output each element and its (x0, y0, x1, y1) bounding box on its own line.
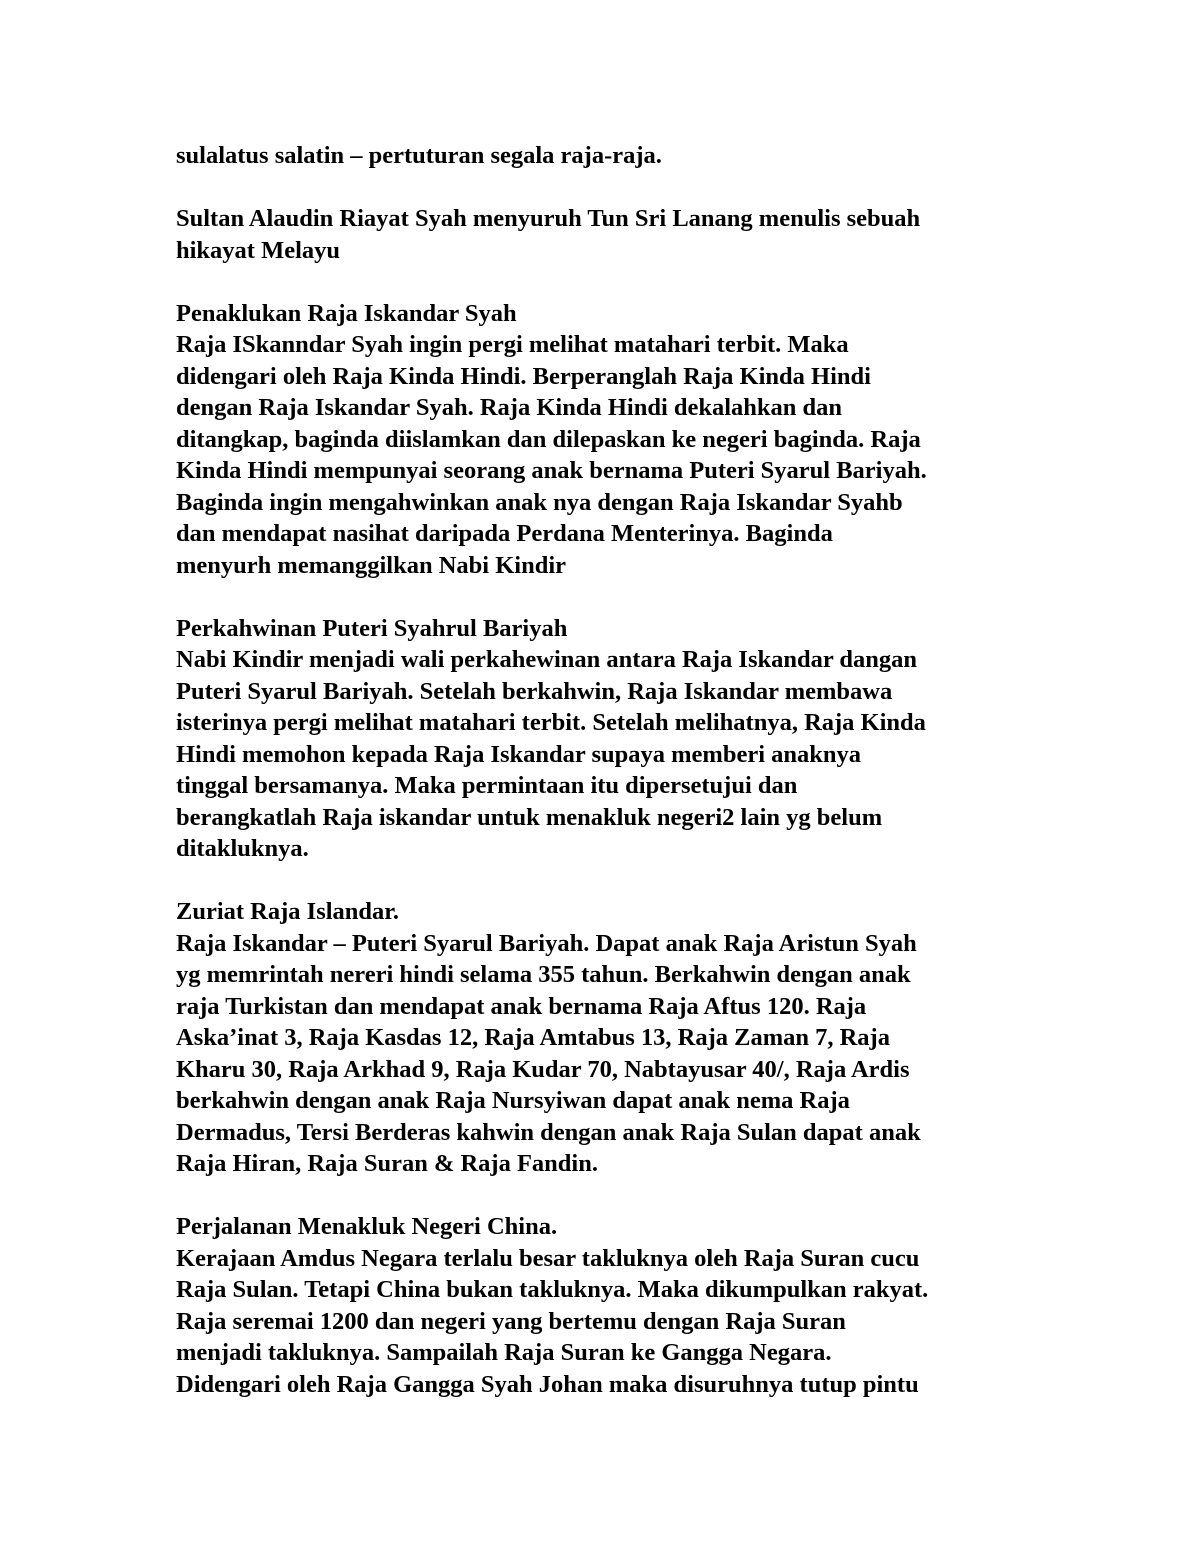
text-line: Baginda ingin mengahwinkan anak nya dengan Raja Iskandar Syahb (176, 488, 903, 516)
section-perjalanan (176, 1211, 1046, 1400)
text-line: hikayat Melayu (176, 236, 341, 264)
title-paragraph (176, 140, 1046, 172)
text-line: Kharu 30, Raja Arkhad 9, Raja Kudar 70, Nabtayusar 40/, Raja Ardis (176, 1055, 910, 1083)
text-line: Raja Sulan. Tetapi China bukan takluknya. Maka dikumpulkan rakyat. (176, 1276, 929, 1303)
text-line: ditakluknya. (176, 835, 309, 862)
text-line: Raja Hiran, Raja Suran & Raja Fandin. (176, 1150, 598, 1177)
text-line: isterinya pergi melihat matahari terbit. Setelah melihatnya, Raja Kinda (176, 709, 926, 736)
intro-paragraph (176, 203, 1046, 266)
section-perkahwinan (176, 613, 1046, 865)
text-line: menjadi takluknya. Sampailah Raja Suran ke Gangga Negara. (176, 1339, 832, 1366)
text-line: ditangkap, baginda diislamkan dan dilepaskan ke negeri baginda. Raja (176, 425, 921, 453)
text-line: Raja Iskandar – Puteri Syarul Bariyah. Dapat anak Raja Aristun Syah (176, 929, 917, 957)
section-heading: Perkahwinan Puteri Syahrul Bariyah (176, 614, 568, 642)
text-line: Hindi memohon kepada Raja Iskandar supaya memberi anaknya (176, 740, 862, 768)
section-penaklukan (176, 298, 1046, 582)
text-line: berangkatlah Raja iskandar untuk menakluk negeri2 lain yg belum (176, 803, 883, 831)
text-line: Nabi Kindir menjadi wali perkahewinan antara Raja Iskandar dangan (176, 646, 918, 673)
text-line: didengari oleh Raja Kinda Hindi. Berperanglah Raja Kinda Hindi (176, 362, 871, 390)
text-line: tinggal bersamanya. Maka permintaan itu dipersetujui dan (176, 772, 798, 799)
section-heading: Zuriat Raja Islandar. (176, 898, 400, 925)
document-body (176, 140, 1046, 1432)
text-line: yg memrintah nereri hindi selama 355 tahun. Berkahwin dengan anak (176, 961, 911, 988)
text-line: Didengari oleh Raja Gangga Syah Johan maka disuruhnya tutup pintu (176, 1370, 919, 1398)
text-line: berkahwin dengan anak Raja Nursyiwan dapat anak nema Raja (176, 1087, 850, 1114)
text-line: sulalatus salatin – pertuturan segala raja-raja. (176, 142, 662, 169)
text-line: Aska’inat 3, Raja Kasdas 12, Raja Amtabus 13, Raja Zaman 7, Raja (176, 1024, 890, 1051)
text-line: Raja seremai 1200 dan negeri yang bertemu dengan Raja Suran (176, 1307, 846, 1335)
text-line: menyurh memanggilkan Nabi Kindir (176, 551, 567, 579)
text-line: dengan Raja Iskandar Syah. Raja Kinda Hindi dekalahkan dan (176, 394, 843, 421)
text-line: Raja ISkanndar Syah ingin pergi melihat matahari terbit. Maka (176, 331, 849, 358)
text-line: Sultan Alaudin Riayat Syah menyuruh Tun Sri Lanang menulis sebuah (176, 205, 921, 232)
text-line: dan mendapat nasihat daripada Perdana Menterinya. Baginda (176, 520, 833, 547)
text-line: Kerajaan Amdus Negara terlalu besar takluknya oleh Raja Suran cucu (176, 1244, 920, 1272)
text-line: Kinda Hindi mempunyai seorang anak bernama Puteri Syarul Bariyah. (176, 457, 927, 484)
text-line: Dermadus, Tersi Berderas kahwin dengan anak Raja Sulan dapat anak (176, 1118, 921, 1146)
section-zuriat (176, 896, 1046, 1180)
section-heading: Perjalanan Menakluk Negeri China. (176, 1213, 558, 1240)
text-line: raja Turkistan dan mendapat anak bernama Raja Aftus 120. Raja (176, 992, 867, 1020)
section-heading: Penaklukan Raja Iskandar Syah (176, 299, 517, 327)
text-line: Puteri Syarul Bariyah. Setelah berkahwin, Raja Iskandar membawa (176, 677, 893, 705)
